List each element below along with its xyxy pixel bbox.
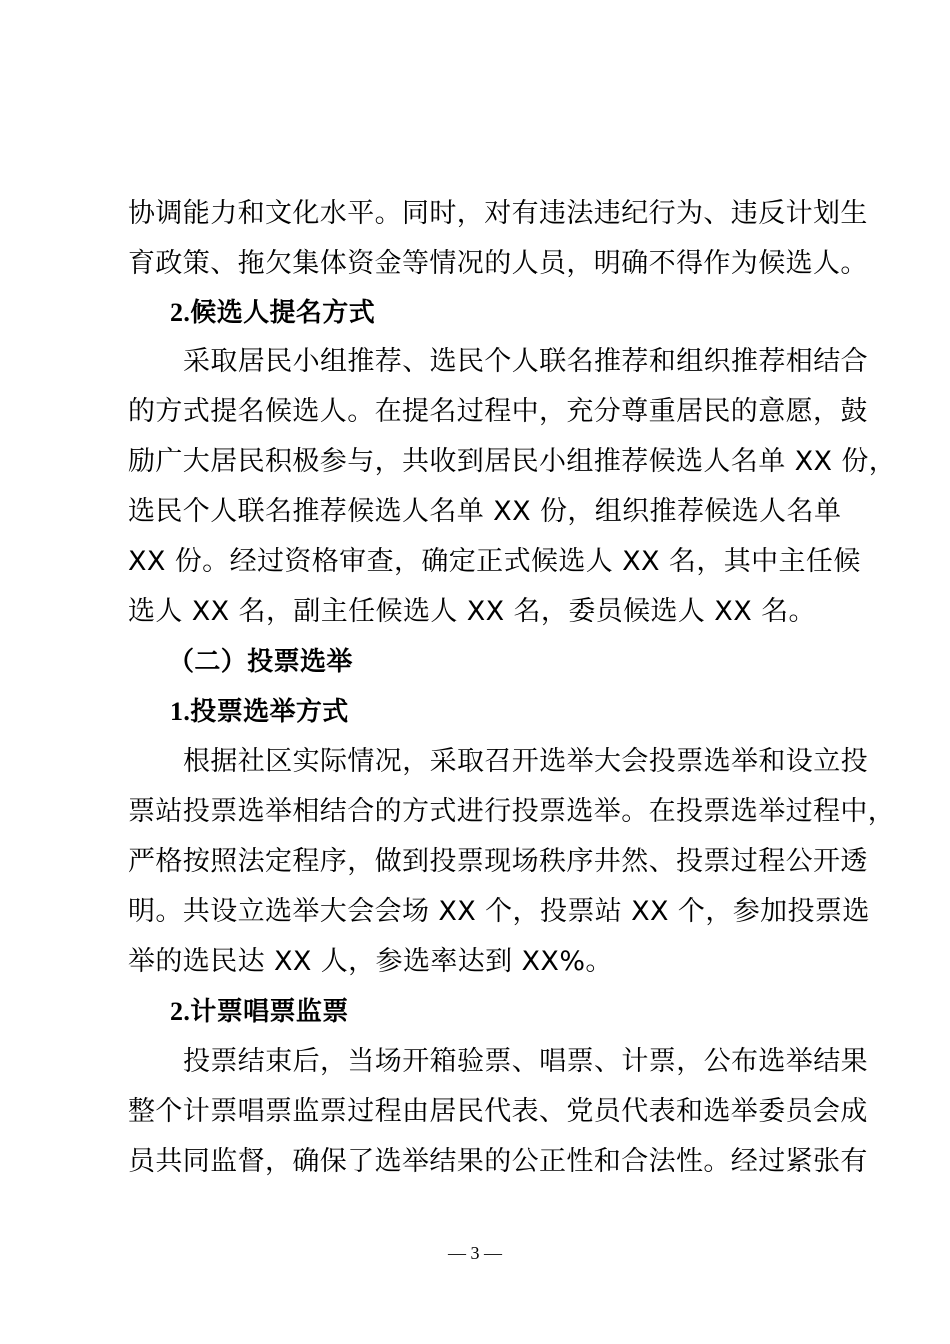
page-number: — 3 — xyxy=(448,1243,502,1263)
body-text-line: 选民个人联名推荐候选人名单 XX 份，组织推荐候选人名单 xyxy=(128,496,842,527)
body-text-line: 育政策、拖欠集体资金等情况的人员，明确不得作为候选人。 xyxy=(128,248,868,279)
section-heading: （二）投票选举 xyxy=(168,647,353,676)
body-text-line: 整个计票唱票监票过程由居民代表、党员代表和选举委员会成 xyxy=(128,1096,868,1127)
body-text-line: 的方式提名候选人。在提名过程中，充分尊重居民的意愿，鼓 xyxy=(128,396,868,427)
subheading: 2.候选人提名方式 xyxy=(170,298,376,327)
body-text-line: 员共同监督，确保了选举结果的公正性和合法性。经过紧张有 xyxy=(128,1146,868,1177)
body-text-line: 采取居民小组推荐、选民个人联名推荐和组织推荐相结合 xyxy=(183,346,868,377)
body-text-line: 选人 XX 名，副主任候选人 XX 名，委员候选人 XX 名。 xyxy=(128,596,816,627)
body-text-line: 明。共设立选举大会会场 XX 个，投票站 XX 个，参加投票选 xyxy=(128,896,870,927)
body-text-line: XX 份。经过资格审查，确定正式候选人 XX 名，其中主任候 xyxy=(128,546,861,577)
subheading: 1.投票选举方式 xyxy=(170,697,349,726)
body-text-line: 严格按照法定程序，做到投票现场秩序井然、投票过程公开透 xyxy=(128,846,868,877)
body-text-line: 举的选民达 XX 人，参选率达到 XX%。 xyxy=(128,946,613,977)
body-text-line: 票站投票选举相结合的方式进行投票选举。在投票选举过程中， xyxy=(128,796,896,827)
body-text-line: 投票结束后，当场开箱验票、唱票、计票，公布选举结果 xyxy=(183,1046,868,1077)
subheading: 2.计票唱票监票 xyxy=(170,997,349,1026)
body-text-line: 励广大居民积极参与，共收到居民小组推荐候选人名单 XX 份， xyxy=(128,446,897,477)
body-text-line: 根据社区实际情况，采取召开选举大会投票选举和设立投 xyxy=(183,746,868,777)
body-text-line: 协调能力和文化水平。同时，对有违法违纪行为、违反计划生 xyxy=(128,198,868,229)
